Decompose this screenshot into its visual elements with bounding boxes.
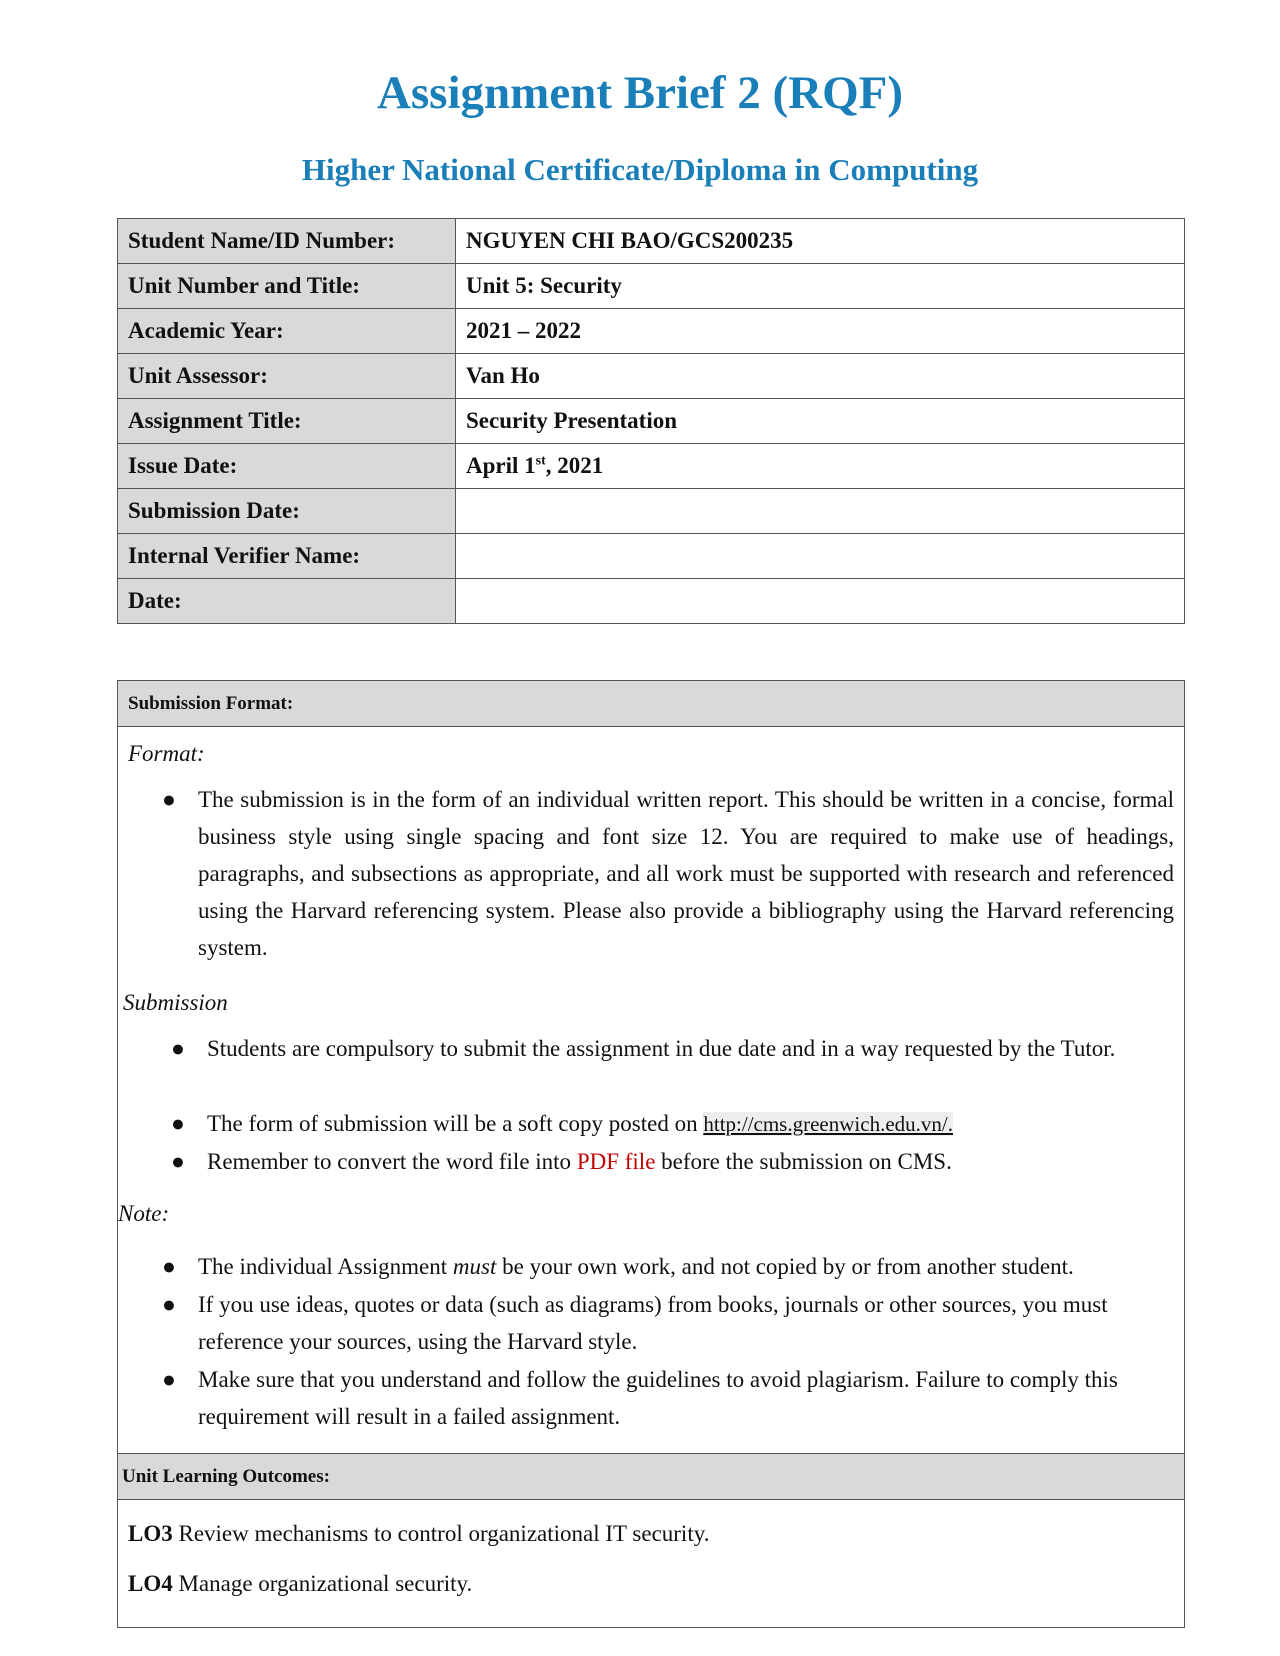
bullet-icon: ● [162, 1254, 176, 1279]
list-item: ● Students are compulsory to submit the assignment in due date and in a way requested by the Tutor. [207, 1030, 1147, 1067]
field-label: Date: [118, 579, 456, 624]
bullet-icon: ● [162, 1367, 176, 1392]
field-label: Submission Date: [118, 489, 456, 534]
field-value: Security Presentation [456, 399, 1185, 444]
list-item: ● The individual Assignment must be your own work, and not copied by or from another student. [198, 1248, 1178, 1285]
info-table [117, 218, 1185, 624]
bullet-icon: ● [162, 787, 176, 812]
bullet-icon: ● [171, 1036, 185, 1061]
list-item: ● The form of submission will be a soft copy posted on http://cms.greenwich.edu.vn/. [207, 1105, 1177, 1143]
field-label: Unit Assessor: [118, 354, 456, 399]
learning-outcome: LO3 Review mechanisms to control organizational IT security. [128, 1521, 710, 1546]
field-value [456, 534, 1185, 579]
field-value: Van Ho [456, 354, 1185, 399]
page-title: Assignment Brief 2 (RQF) [376, 67, 904, 119]
table-row [118, 309, 1185, 354]
list-item: ● The submission is in the form of an individual written report. This should be written in a concise, formal business style using single spacing and font size 12. You are required to make use of headings, paragraphs, and subsections as appropriate, and all work must be supported with research and referenced using the Harvard referencing system. Please also provide a bibliography using the Harvard referencing system. [198, 781, 1174, 966]
bullet-icon: ● [171, 1111, 185, 1136]
table-row [118, 534, 1185, 579]
submission-format-header: Submission Format: [118, 681, 1184, 727]
list-item: ● Remember to convert the word file into PDF file before the submission on CMS. [207, 1143, 1177, 1180]
table-row [118, 399, 1185, 444]
field-label: Student Name/ID Number: [118, 219, 456, 264]
field-value: 2021 – 2022 [456, 309, 1185, 354]
table-row [118, 354, 1185, 399]
field-label: Internal Verifier Name: [118, 534, 456, 579]
field-value [456, 579, 1185, 624]
learning-outcomes-header: Unit Learning Outcomes: [118, 1453, 1184, 1500]
table-row [118, 444, 1185, 489]
field-label: Academic Year: [118, 309, 456, 354]
list-item: ● If you use ideas, quotes or data (such as diagrams) from books, journals or other sources, you must reference your sources, using the Harvard style. [198, 1286, 1138, 1360]
table-row [118, 219, 1185, 264]
note-label: Note: [118, 1201, 170, 1226]
format-label: Format: [128, 741, 205, 766]
submission-format-box [117, 680, 1185, 1628]
page-subtitle: Higher National Certificate/Diploma in Computing [301, 152, 979, 187]
list-item: ● Make sure that you understand and follow the guidelines to avoid plagiarism. Failure to comply this requirement will result in a failed assignment. [198, 1361, 1158, 1435]
field-value: April 1st, 2021 [456, 444, 1185, 489]
table-row [118, 264, 1185, 309]
field-label: Issue Date: [118, 444, 456, 489]
field-value [456, 489, 1185, 534]
field-label: Assignment Title: [118, 399, 456, 444]
bullet-icon: ● [162, 1292, 176, 1317]
field-value: NGUYEN CHI BAO/GCS200235 [456, 219, 1185, 264]
table-row [118, 579, 1185, 624]
table-row [118, 489, 1185, 534]
cms-link[interactable]: http://cms.greenwich.edu.vn/. [703, 1112, 953, 1136]
bullet-icon: ● [171, 1149, 185, 1174]
learning-outcome: LO4 Manage organizational security. [128, 1571, 473, 1596]
field-value: Unit 5: Security [456, 264, 1185, 309]
field-label: Unit Number and Title: [118, 264, 456, 309]
submission-label: Submission [123, 990, 228, 1015]
